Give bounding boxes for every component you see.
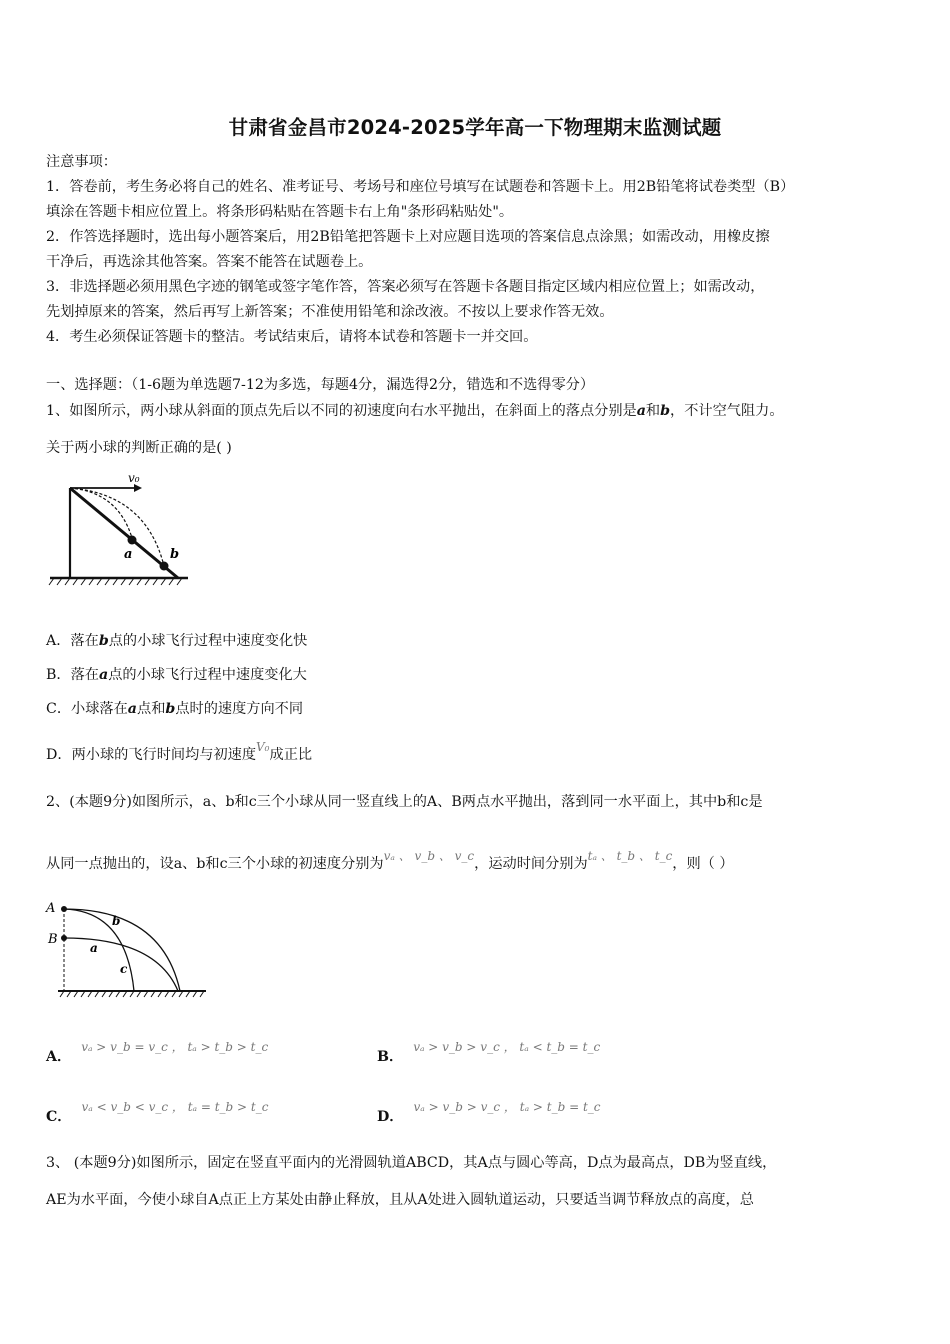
section-heading: 一、选择题：（1-6题为单选题7-12为多选，每题4分，漏选得2分，错选和不选得零分） [46,377,595,393]
q3-stem: 3、 (本题9分)如图所示，固定在竖直平面内的光滑圆轨道ABCD，其A点与圆心等高，D点为最高点，DB为竖直线， [46,1155,777,1171]
q1-var-b: b [660,403,671,419]
q2-option-b[interactable] [377,1038,601,1065]
q2-option-c[interactable] [46,1098,269,1125]
q1-option-d-label: D．两小球的飞行时间均与初速度 [46,747,257,763]
q2-velocity-vars: vₐ 、 v_b 、 v_c [383,849,475,863]
q1-option-c[interactable] [46,700,303,718]
q1-option-a[interactable] [46,632,307,650]
q2-option-d[interactable] [377,1098,601,1125]
q1-option-a-label: A．落在 [46,633,99,649]
q1-option-d[interactable] [46,740,313,764]
q2-option-b-label: B． [377,1049,404,1065]
q1-option-d-text: 成正比 [269,747,313,763]
q1-ball-b [160,562,169,571]
q1-option-a-var: b [98,633,109,649]
q1-option-c-label: C．小球落在 [46,701,128,717]
q1-option-b-var: a [99,667,109,683]
notice-line: 3．非选择题必须用黑色字迹的钢笔或签字笔作答，答案必须写在答题卡各题目指定区域内相应位置上；如需改动， [46,279,765,295]
q2-option-d-expr: vₐ > v_b > v_c ， tₐ > t_b = t_c [413,1100,601,1114]
q2-option-d-label: D． [377,1109,404,1125]
q2-time-vars: tₐ 、 t_b 、 t_c [587,849,673,863]
q1-var-a: a [636,403,646,419]
q2-label-A: A [46,901,56,916]
q2-trajectory-b [64,909,180,991]
notice-line: 干净后，再选涂其他答案。答案不能答在试题卷上。 [46,254,373,270]
q1-option-c-var2: b [165,701,176,717]
q1-label-v0: v₀ [128,471,140,485]
q1-stem [46,402,784,420]
q2-trajectory-c [64,909,134,991]
q2-label-c: c [120,962,128,976]
q2-stem-line2 [46,849,734,873]
q1-option-c-mid: 点和 [137,701,166,717]
notice-line: 1．答卷前，考生务必将自己的姓名、准考证号、考场号和座位号填写在试题卷和答题卡上。用2B铅笔将试卷类型（B） [46,179,795,195]
q1-ball-a [128,536,137,545]
q1-option-b-text: 点的小球飞行过程中速度变化大 [108,667,307,683]
q1-option-c-var: a [127,701,137,717]
q1-and: 和 [645,403,661,419]
q2-label-b: b [112,914,121,928]
q1-arrowhead [134,484,142,492]
notice-heading: 注意事项： [46,154,117,170]
notice-line: 4．考生必须保证答题卡的整洁。考试结束后，请将本试卷和答题卡一并交回。 [46,329,538,345]
q1-option-b[interactable] [46,666,307,684]
q2-stem: 2、(本题9分)如图所示，a、b和c三个小球从同一竖直线上的A、B两点水平抛出，落到同一水平面上，其中b和c是 [46,794,763,810]
q1-option-c-text: 点时的速度方向不同 [175,701,304,717]
q1-figure [46,470,196,590]
q2-ball-B [61,935,67,941]
q2-option-a-expr: vₐ > v_b = v_c ， tₐ > t_b > t_c [81,1040,269,1054]
q1-stem-end: ，不计空气阻力。 [670,403,784,419]
q1-option-d-var: V₀ [256,740,270,754]
q2-option-a-label: A． [46,1049,72,1065]
q1-stem-text: 1、如图所示，两小球从斜面的顶点先后以不同的初速度向右水平抛出，在斜面上的落点分别是 [46,403,637,419]
q1-label-b: b [170,547,180,562]
notice-line: 2．作答选择题时，选出每小题答案后，用2B铅笔把答题卡上对应题目选项的答案信息点涂黑；如需改动，用橡皮擦 [46,229,770,245]
q2-ball-A [61,906,67,912]
q1-stem-line2: 关于两小球的判断正确的是( ) [46,440,232,456]
q2-option-b-expr: vₐ > v_b > v_c ， tₐ < t_b = t_c [413,1040,601,1054]
notice-line: 填涂在答题卡相应位置上。将条形码粘贴在答题卡右上角"条形码粘贴处"。 [46,204,514,220]
q1-label-a: a [124,547,133,562]
q2-option-a[interactable] [46,1038,269,1065]
q2-figure [44,895,210,1005]
q2-label-B: B [48,932,58,947]
q1-option-b-label: B．落在 [46,667,99,683]
q1-option-a-text: 点的小球飞行过程中速度变化快 [108,633,308,649]
q2-stem-mid: ，运动时间分别为 [474,856,588,872]
page-title: 甘肃省金昌市2024-2025学年高一下物理期末监测试题 [228,116,722,139]
q2-label-a: a [90,941,98,955]
q2-stem-end: ，则（ ） [672,856,734,872]
notice-line: 先划掉原来的答案，然后再写上新答案；不准使用铅笔和涂改液。不按以上要求作答无效。 [46,304,614,320]
q2-stem-pre: 从同一点抛出的，设a、b和c三个小球的初速度分别为 [46,856,384,872]
q2-option-c-label: C． [46,1109,72,1125]
q2-option-c-expr: vₐ < v_b < v_c ， tₐ = t_b > t_c [81,1100,269,1114]
q3-stem-line2: AE为水平面，今使小球自A点正上方某处由静止释放，且从A处进入圆轨道运动，只要适当调节释放点的高度，总 [46,1192,754,1208]
